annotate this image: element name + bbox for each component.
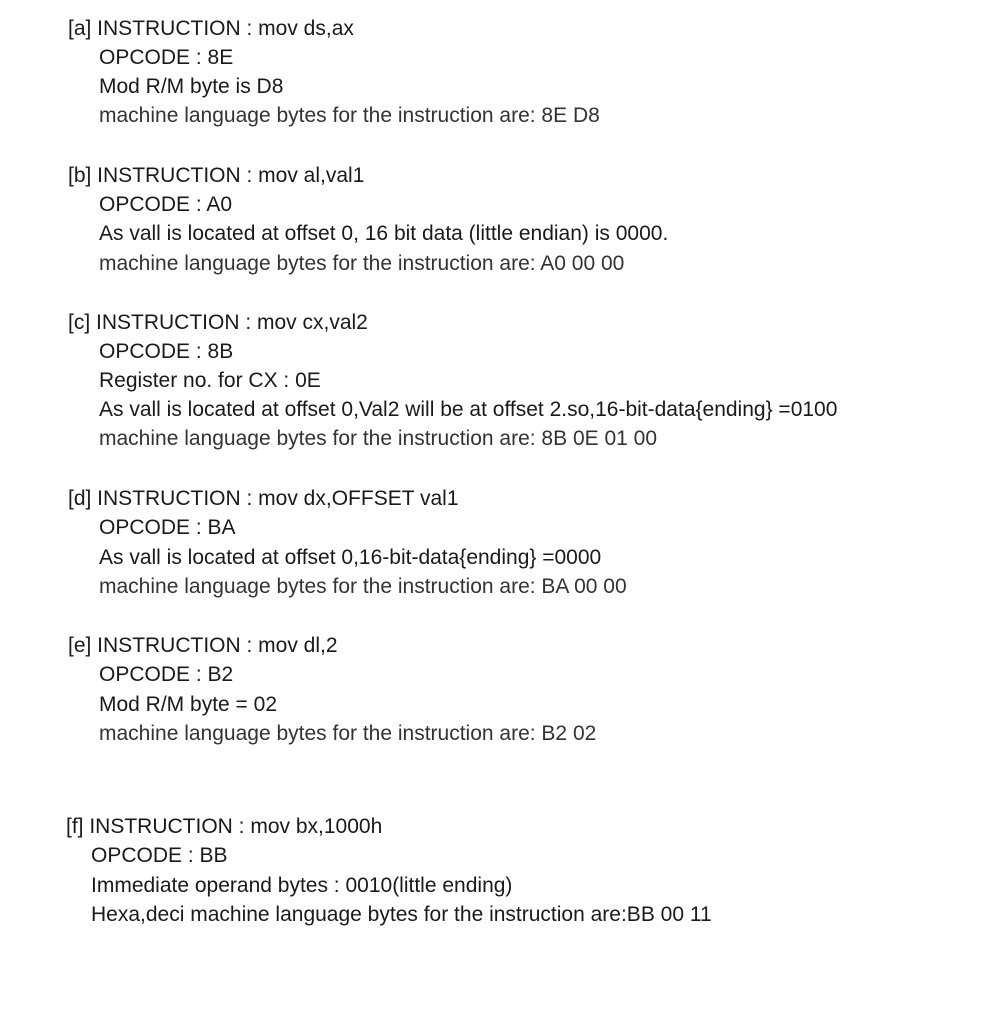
section-e-heading: [e] INSTRUCTION : mov dl,2 — [68, 634, 338, 657]
section-d-bytes: machine language bytes for the instruction are: BA 00 00 — [99, 575, 627, 598]
section-f-heading: [f] INSTRUCTION : mov bx,1000h — [66, 815, 383, 838]
section-a-heading: [a] INSTRUCTION : mov ds,ax — [68, 17, 354, 40]
section-c-opcode: OPCODE : 8B — [99, 340, 234, 363]
section-f-bytes: Hexa,deci machine language bytes for the instruction are:BB 00 11 — [91, 903, 712, 926]
section-b-opcode: OPCODE : A0 — [99, 193, 233, 216]
section-a-modrm: Mod R/M byte is D8 — [99, 75, 284, 98]
section-b-note: As vall is located at offset 0, 16 bit data (little endian) is 0000. — [99, 222, 669, 245]
section-c-heading: [c] INSTRUCTION : mov cx,val2 — [68, 311, 368, 334]
section-c-register: Register no. for CX : 0E — [99, 369, 321, 392]
section-f-opcode: OPCODE : BB — [91, 844, 228, 867]
section-d-heading: [d] INSTRUCTION : mov dx,OFFSET val1 — [68, 487, 459, 510]
section-a-opcode: OPCODE : 8E — [99, 46, 234, 69]
section-a-bytes: machine language bytes for the instruction are: 8E D8 — [99, 104, 600, 127]
section-d-note: As vall is located at offset 0,16-bit-data{ending} =0000 — [99, 546, 602, 569]
section-e-opcode: OPCODE : B2 — [99, 663, 234, 686]
section-b-heading: [b] INSTRUCTION : mov al,val1 — [68, 164, 365, 187]
section-b-bytes: machine language bytes for the instruction are: A0 00 00 — [99, 252, 625, 275]
section-d-opcode: OPCODE : BA — [99, 516, 236, 539]
section-e-bytes: machine language bytes for the instruction are: B2 02 — [99, 722, 597, 745]
section-c-bytes: machine language bytes for the instruction are: 8B 0E 01 00 — [99, 427, 658, 450]
section-e-modrm: Mod R/M byte = 02 — [99, 693, 277, 716]
section-f-operand: Immediate operand bytes : 0010(little ending) — [91, 874, 513, 897]
section-c-note: As vall is located at offset 0,Val2 will be at offset 2.so,16-bit-data{ending} =0100 — [99, 398, 838, 421]
